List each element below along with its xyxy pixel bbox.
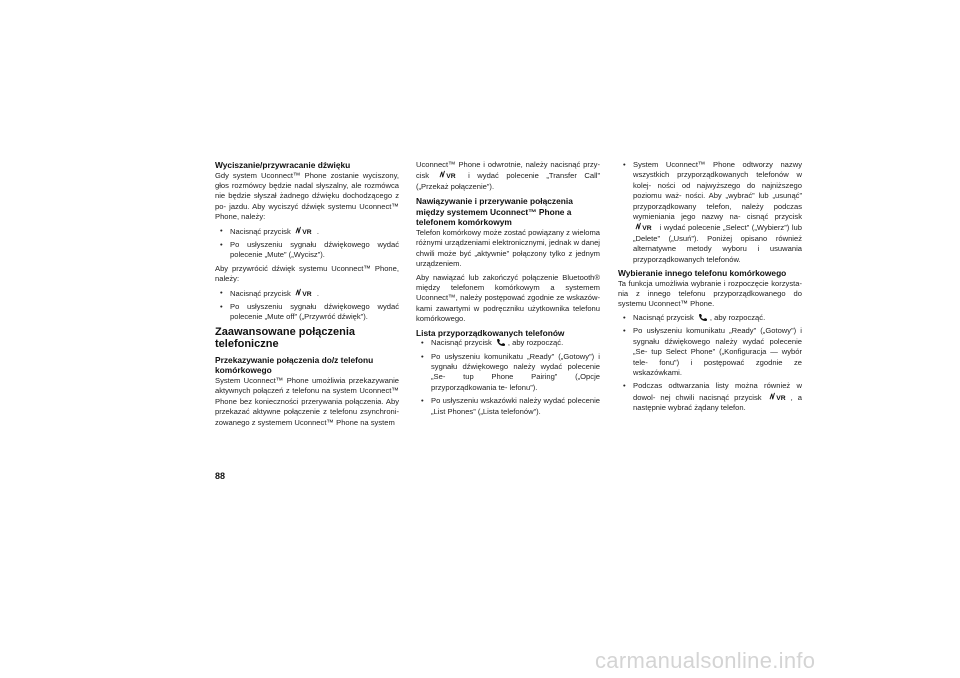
paragraph-connect-2: Aby nawiązać lub zakończyć połączenie Bluetooth® między telefonem komórkowym a systemem Uconnect™, należy postępować zgodnie ze wskazów- kami zawartymi w podręczniku użytkownika telefonu komórkowego. (416, 272, 600, 324)
paragraph-connect-1: Telefon komórkowy może zostać powiązany z wieloma różnymi urządzeniami elektronicznymi, jednak w danej chwili może być „aktywnie” połączony tylko z jednym urządzeniem. (416, 228, 600, 269)
column-3 (618, 160, 802, 417)
svg-text:VR: VR (445, 173, 456, 180)
list-unmute (215, 288, 399, 323)
list-item: • Po usłyszeniu komunikatu „Ready” („Gotowy”) i sygnału dźwiękowego należy wydać polecenie „Se- tup Select Phone” („Konfiguracja — wybór tele- fonu”) i postępować zgodnie ze wskazówkami. (618, 326, 802, 378)
list-item: • Po usłyszeniu sygnału dźwiękowego wydać polecenie „Mute” („Wycisz”). (215, 240, 399, 261)
column-1 (215, 160, 399, 431)
phone-icon (698, 313, 708, 321)
list-select-delete (618, 160, 802, 265)
list-item: • Nacisnąć przycisk , aby rozpocząć. (618, 313, 802, 323)
list-mute (215, 226, 399, 261)
phone-icon (496, 338, 506, 346)
heading-connect: Nawiązywanie i przerywanie połączenia między systemem Uconnect™ Phone a telefonem komórkowym (416, 196, 573, 228)
list-item: • Podczas odtwarzania listy można również w dowol- nej chwili nacisnąć przycisk VR , a następnie wybrać żądany telefon. (618, 381, 802, 413)
heading-select-other-phone: Wybieranie innego telefonu komórkowego (618, 268, 787, 279)
voice-recognition-icon (295, 288, 315, 297)
list-item: • Po usłyszeniu sygnału dźwiękowego wydać polecenie „Mute off” („Przywróć dźwięk”). (215, 302, 399, 323)
voice-recognition-icon (439, 170, 459, 179)
list-phone-list (416, 338, 600, 417)
svg-text:VR: VR (302, 228, 312, 235)
paragraph-transfer-continued: Uconnect™ Phone i odwrotnie, należy nacisnąć przy- cisk VR i wydać polecenie „Transfer Call” („Przekaż połączenie”). (416, 160, 600, 191)
list-item: • Po usłyszeniu wskazówki należy wydać polecenie „List Phones” („Lista telefonów”). (416, 396, 600, 417)
paragraph-transfer: System Uconnect™ Phone umożliwia przekazywanie aktywnych połączeń z telefonu na system Uconnect™ Phone bez konieczności przerywania połączenia. Aby przekazać aktywne połączenie z telefonu zsynchroni- zowanego z systemem Uconnect™ Phone na system (215, 375, 399, 427)
svg-text:VR: VR (302, 290, 312, 297)
paragraph-select-other: Ta funkcja umożliwia wybranie i rozpoczęcie korzysta- nia z innego telefonu przyporządkowanego do systemu Uconnect™ Phone. (618, 278, 802, 309)
voice-recognition-icon (635, 222, 655, 231)
paragraph-unmute: Aby przywrócić dźwięk systemu Uconnect™ Phone, należy: (215, 263, 399, 284)
page-number: 88 (215, 471, 226, 481)
heading-advanced-calls: Zaawansowane połączenia telefoniczne (215, 325, 355, 351)
paragraph-mute: Gdy system Uconnect™ Phone zostanie wyciszony, głos rozmówcy będzie nadal słyszalny, ale rozmówca nie będzie słyszał żadnego dźwięku dochodzącego z po- jazdu. Aby wyciszyć dźwięk systemu Uconnect™ Phone, należy: (215, 170, 399, 222)
heading-phone-list: Lista przyporządkowanych telefonów (416, 327, 565, 338)
list-select-other (618, 313, 802, 414)
voice-recognition-icon (769, 392, 789, 401)
list-item: • System Uconnect™ Phone odtworzy nazwy wszystkich przyporządkowanych telefonów w kolej- ności od najwyższego do najniższego poziomu waż- ności. Aby „wybrać” lub „usunąć” przyporządkowany telefon, należy podczas wymieniania jego nazwy na- cisnąć przycisk VR i wydać polecenie „Select” („Wybierz”) lub „Delete” („Usuń”). Poniżej opisano również alternatywne metody wyboru i usuwania przyporządkowanych telefonów. (618, 160, 802, 265)
list-item: • Nacisnąć przycisk , aby rozpocząć. (416, 338, 600, 348)
list-item: • Nacisnąć przycisk VR . (215, 288, 399, 299)
svg-text:VR: VR (642, 225, 652, 232)
watermark: carmanualsonline.info (595, 648, 816, 673)
heading-transfer: Przekazywanie połączenia do/z telefonu komórkowego (215, 354, 374, 376)
voice-recognition-icon (295, 226, 315, 235)
column-2 (416, 160, 600, 420)
list-item: • Po usłyszeniu komunikatu „Ready” („Gotowy”) i sygnału dźwiękowego należy wydać polecenie „Se- tup Phone Pairing” („Opcje przyporządkowania te- lefonu”). (416, 352, 600, 394)
list-item: • Nacisnąć przycisk VR . (215, 226, 399, 237)
svg-text:VR: VR (775, 394, 786, 401)
heading-mute: Wyciszanie/przywracanie dźwięku (215, 160, 351, 170)
